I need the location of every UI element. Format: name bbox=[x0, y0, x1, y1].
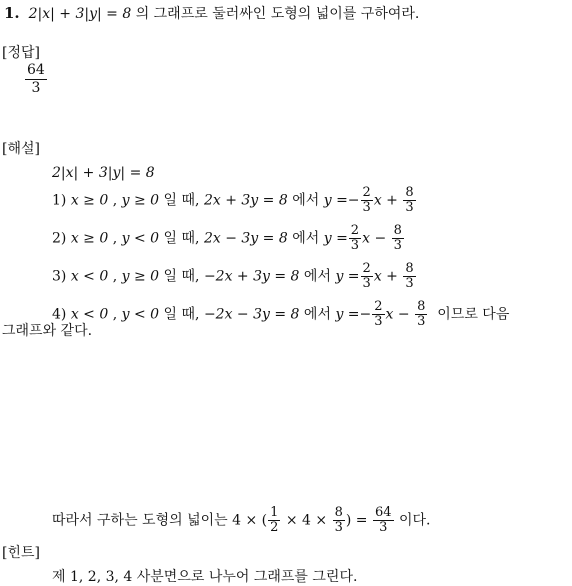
frac-den: 3 bbox=[334, 520, 343, 535]
answer-label: [정답] bbox=[2, 45, 40, 61]
case4-tail: 이므로 다음 bbox=[437, 306, 510, 323]
case-cond-y: y < 0 bbox=[121, 230, 160, 247]
solution-case-3: 3) x < 0 , y ≥ 0 일 때, −2x + 3y = 8 에서 y = $\frac{2}{3}$ x + $\frac{8}{3}$ bbox=[52, 261, 414, 291]
case-cond-y: y ≥ 0 bbox=[121, 192, 160, 209]
conclusion-line bbox=[52, 506, 430, 535]
frac-den: 3 bbox=[417, 314, 426, 329]
solution-case-2: 2) x ≥ 0 , y < 0 일 때, 2x − 3y = 8 에서 y = $\frac{2}{3}$ x − $\frac{8}{3}$ bbox=[52, 223, 402, 253]
conclusion-pre: 따라서 구하는 도형의 넓이는 bbox=[52, 512, 228, 529]
case-op: − bbox=[397, 306, 410, 323]
solution-case-1: 1) x ≥ 0 , y ≥ 0 일 때, 2x + 3y = 8 에서 y =− $\frac{2}{3}$ x + $\frac{8}{3}$ bbox=[52, 185, 414, 215]
conclusion-eight-third bbox=[333, 506, 345, 535]
case-cond-y: y < 0 bbox=[121, 306, 160, 323]
case-from: 에서 bbox=[292, 192, 320, 209]
case-op: + bbox=[386, 268, 398, 285]
case-op: + bbox=[386, 192, 398, 209]
case-from: 에서 bbox=[303, 306, 331, 323]
case-x-var: x bbox=[385, 306, 394, 323]
frac-den: 3 bbox=[362, 276, 371, 291]
question-equation: 2|x| + 3|y| = 8 bbox=[28, 6, 132, 22]
solution-case-4: 4) x < 0 , y < 0 일 때, −2x − 3y = 8 에서 y =− $\frac{2}{3}$ x − $\frac{8}{3}$ 이므로 다음 bbox=[52, 299, 510, 329]
question-line bbox=[4, 4, 419, 23]
frac-num: 8 bbox=[334, 505, 343, 520]
case-slope bbox=[361, 186, 373, 215]
frac-num: 8 bbox=[393, 223, 402, 238]
case-line-eq: −2x + 3y = 8 bbox=[203, 268, 300, 285]
case-lhs: y = bbox=[335, 306, 360, 323]
case-intercept bbox=[403, 186, 415, 215]
question-text: 의 그래프로 둘러싸인 도형의 넓이를 구하여라. bbox=[135, 6, 420, 22]
case-when: 일 때, bbox=[163, 192, 200, 209]
frac-num: 64 bbox=[374, 505, 392, 520]
case4-continuation: 그래프와 같다. bbox=[2, 323, 93, 339]
case-x-var: x bbox=[373, 268, 382, 285]
frac-num: 2 bbox=[362, 185, 371, 200]
case-intercept bbox=[403, 262, 415, 291]
case-when: 일 때, bbox=[163, 230, 200, 247]
solution-label: [해설] bbox=[2, 141, 40, 157]
case-from: 에서 bbox=[303, 268, 331, 285]
case-x-var: x bbox=[373, 192, 382, 209]
conclusion-post: 이다. bbox=[398, 512, 431, 529]
case-line-eq: −2x − 3y = 8 bbox=[203, 306, 300, 323]
answer-fraction bbox=[25, 62, 47, 97]
answer-value bbox=[24, 62, 48, 97]
frac-num: 8 bbox=[405, 185, 414, 200]
frac-den: 3 bbox=[350, 238, 360, 253]
hint-text: 제 1, 2, 3, 4 사분면으로 나누어 그래프를 그린다. bbox=[52, 569, 358, 585]
conclusion-half bbox=[268, 506, 280, 535]
case-op: − bbox=[374, 230, 387, 247]
case-when: 일 때, bbox=[163, 306, 200, 323]
solution-equation: 2|x| + 3|y| = 8 bbox=[52, 165, 155, 181]
case-intercept bbox=[415, 300, 427, 329]
case-intercept bbox=[392, 224, 404, 253]
frac-den: 3 bbox=[379, 520, 388, 535]
frac-num: 2 bbox=[350, 223, 360, 238]
frac-num: 8 bbox=[405, 261, 414, 276]
case-line-eq: 2x − 3y = 8 bbox=[203, 230, 288, 247]
case-slope bbox=[349, 224, 361, 253]
case-cond-x: x ≥ 0 bbox=[70, 230, 109, 247]
case-lhs: y = bbox=[323, 192, 348, 209]
case-x-var: x bbox=[362, 230, 370, 247]
answer-numerator: 64 bbox=[27, 62, 45, 78]
frac-num: 1 bbox=[270, 505, 279, 520]
case-number: 2) bbox=[52, 230, 67, 247]
graph-area bbox=[0, 352, 572, 482]
conclusion-result bbox=[373, 506, 394, 535]
case-cond-x: x < 0 bbox=[70, 306, 109, 323]
case-cond-x: x < 0 bbox=[70, 268, 109, 285]
case-number: 4) bbox=[52, 306, 67, 323]
conclusion-expr-a: 4 × ( bbox=[232, 512, 268, 529]
conclusion-expr-b: × 4 × bbox=[285, 512, 328, 529]
answer-denominator: 3 bbox=[31, 80, 41, 96]
hint-label: [힌트] bbox=[2, 545, 40, 561]
frac-num: 2 bbox=[374, 299, 383, 314]
case-sign: − bbox=[359, 306, 372, 323]
case-line-eq: 2x + 3y = 8 bbox=[203, 192, 288, 209]
frac-den: 3 bbox=[405, 276, 414, 291]
case-from: 에서 bbox=[292, 230, 320, 247]
case-when: 일 때, bbox=[163, 268, 200, 285]
case-slope bbox=[372, 300, 384, 329]
case-lhs: y = bbox=[323, 230, 348, 247]
case-sign: − bbox=[347, 192, 360, 209]
case-cond-x: x ≥ 0 bbox=[70, 192, 109, 209]
frac-den: 3 bbox=[393, 238, 402, 253]
conclusion-expr-c: ) = bbox=[345, 512, 368, 529]
case-cond-y: y ≥ 0 bbox=[121, 268, 160, 285]
case-slope bbox=[361, 262, 373, 291]
case-number: 1) bbox=[52, 192, 67, 209]
frac-den: 3 bbox=[362, 200, 371, 215]
frac-den: 3 bbox=[374, 314, 383, 329]
frac-num: 8 bbox=[417, 299, 426, 314]
question-number: 1. bbox=[4, 4, 20, 22]
case-lhs: y = bbox=[335, 268, 360, 285]
case-number: 3) bbox=[52, 268, 67, 285]
frac-num: 2 bbox=[362, 261, 371, 276]
frac-den: 3 bbox=[405, 200, 414, 215]
frac-den: 2 bbox=[270, 520, 279, 535]
